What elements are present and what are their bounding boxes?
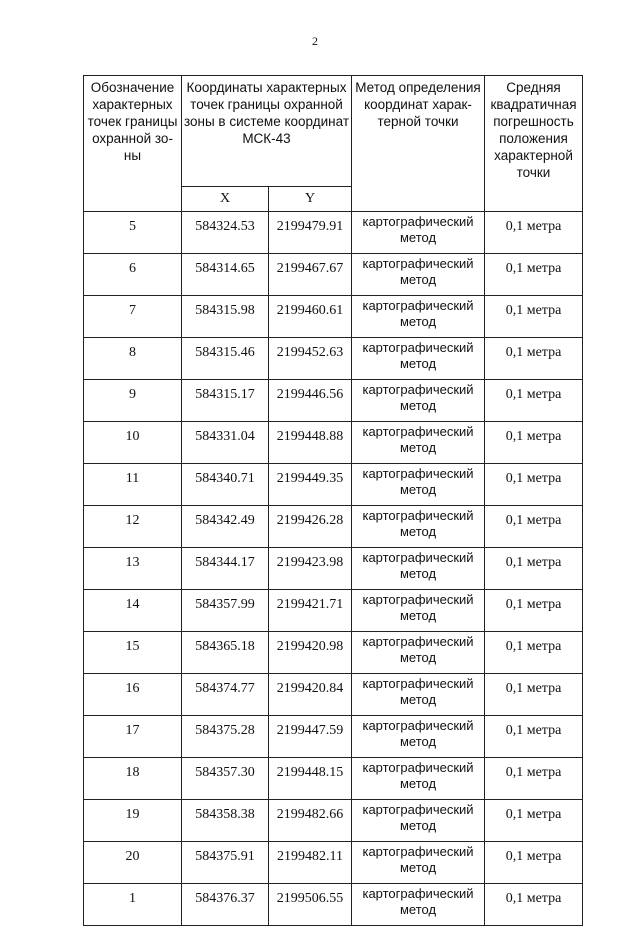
error-cell: 0,1 метра	[485, 842, 583, 884]
point-cell: 7	[84, 296, 182, 338]
x-coordinate-cell: 584374.77	[182, 674, 269, 716]
y-coordinate-cell: 2199467.67	[269, 254, 352, 296]
method-cell: картографический метод	[352, 464, 485, 506]
table-row	[84, 632, 583, 674]
point-cell: 10	[84, 422, 182, 464]
y-coordinate-cell: 2199448.15	[269, 758, 352, 800]
method-cell: картографический метод	[352, 716, 485, 758]
method-cell: картографический метод	[352, 506, 485, 548]
method-cell: картографический метод	[352, 758, 485, 800]
header-method: Метод определения координат харак-терной точки	[352, 76, 485, 212]
y-coordinate-cell: 2199447.59	[269, 716, 352, 758]
y-coordinate-cell: 2199421.71	[269, 590, 352, 632]
point-cell: 20	[84, 842, 182, 884]
error-cell: 0,1 метра	[485, 632, 583, 674]
x-coordinate-cell: 584358.38	[182, 800, 269, 842]
point-cell: 19	[84, 800, 182, 842]
x-coordinate-cell: 584375.91	[182, 842, 269, 884]
point-cell: 15	[84, 632, 182, 674]
table-row	[84, 548, 583, 590]
point-cell: 16	[84, 674, 182, 716]
table-row	[84, 422, 583, 464]
point-cell: 12	[84, 506, 182, 548]
header-y: Y	[269, 187, 352, 212]
header-coordinates: Координаты характерных точек границы охранной зоны в системе координат МСК-43	[182, 76, 352, 187]
point-cell: 5	[84, 212, 182, 254]
table-body	[84, 212, 583, 926]
x-coordinate-cell: 584365.18	[182, 632, 269, 674]
y-coordinate-cell: 2199449.35	[269, 464, 352, 506]
error-cell: 0,1 метра	[485, 254, 583, 296]
y-coordinate-cell: 2199452.63	[269, 338, 352, 380]
x-coordinate-cell: 584357.30	[182, 758, 269, 800]
y-coordinate-cell: 2199423.98	[269, 548, 352, 590]
method-cell: картографический метод	[352, 842, 485, 884]
y-coordinate-cell: 2199426.28	[269, 506, 352, 548]
table-row	[84, 590, 583, 632]
point-cell: 13	[84, 548, 182, 590]
point-cell: 18	[84, 758, 182, 800]
y-coordinate-cell: 2199460.61	[269, 296, 352, 338]
x-coordinate-cell: 584315.98	[182, 296, 269, 338]
error-cell: 0,1 метра	[485, 296, 583, 338]
method-cell: картографический метод	[352, 674, 485, 716]
error-cell: 0,1 метра	[485, 548, 583, 590]
table-row	[84, 800, 583, 842]
point-cell: 14	[84, 590, 182, 632]
error-cell: 0,1 метра	[485, 422, 583, 464]
table-row	[84, 254, 583, 296]
error-cell: 0,1 метра	[485, 800, 583, 842]
table-row	[84, 296, 583, 338]
table-row	[84, 380, 583, 422]
header-x: X	[182, 187, 269, 212]
x-coordinate-cell: 584324.53	[182, 212, 269, 254]
error-cell: 0,1 метра	[485, 884, 583, 926]
method-cell: картографический метод	[352, 296, 485, 338]
table-row	[84, 758, 583, 800]
method-cell: картографический метод	[352, 212, 485, 254]
table-row	[84, 842, 583, 884]
error-cell: 0,1 метра	[485, 506, 583, 548]
error-cell: 0,1 метра	[485, 590, 583, 632]
method-cell: картографический метод	[352, 422, 485, 464]
x-coordinate-cell: 584344.17	[182, 548, 269, 590]
table-row	[84, 212, 583, 254]
error-cell: 0,1 метра	[485, 380, 583, 422]
method-cell: картографический метод	[352, 884, 485, 926]
x-coordinate-cell: 584376.37	[182, 884, 269, 926]
table-row	[84, 464, 583, 506]
page-number: 2	[312, 34, 318, 48]
table-row	[84, 506, 583, 548]
method-cell: картографический метод	[352, 380, 485, 422]
y-coordinate-cell: 2199420.98	[269, 632, 352, 674]
method-cell: картографический метод	[352, 338, 485, 380]
point-cell: 8	[84, 338, 182, 380]
table-row	[84, 716, 583, 758]
point-cell: 6	[84, 254, 182, 296]
y-coordinate-cell: 2199482.66	[269, 800, 352, 842]
point-cell: 9	[84, 380, 182, 422]
method-cell: картографический метод	[352, 632, 485, 674]
x-coordinate-cell: 584314.65	[182, 254, 269, 296]
method-cell: картографический метод	[352, 254, 485, 296]
x-coordinate-cell: 584342.49	[182, 506, 269, 548]
x-coordinate-cell: 584375.28	[182, 716, 269, 758]
error-cell: 0,1 метра	[485, 716, 583, 758]
error-cell: 0,1 метра	[485, 212, 583, 254]
x-coordinate-cell: 584357.99	[182, 590, 269, 632]
table-row	[84, 338, 583, 380]
y-coordinate-cell: 2199448.88	[269, 422, 352, 464]
y-coordinate-cell: 2199506.55	[269, 884, 352, 926]
x-coordinate-cell: 584315.17	[182, 380, 269, 422]
y-coordinate-cell: 2199420.84	[269, 674, 352, 716]
method-cell: картографический метод	[352, 800, 485, 842]
point-cell: 17	[84, 716, 182, 758]
y-coordinate-cell: 2199482.11	[269, 842, 352, 884]
x-coordinate-cell: 584340.71	[182, 464, 269, 506]
coordinates-table	[83, 75, 583, 926]
x-coordinate-cell: 584331.04	[182, 422, 269, 464]
point-cell: 1	[84, 884, 182, 926]
y-coordinate-cell: 2199446.56	[269, 380, 352, 422]
y-coordinate-cell: 2199479.91	[269, 212, 352, 254]
table-row	[84, 674, 583, 716]
error-cell: 0,1 метра	[485, 758, 583, 800]
error-cell: 0,1 метра	[485, 464, 583, 506]
error-cell: 0,1 метра	[485, 674, 583, 716]
error-cell: 0,1 метра	[485, 338, 583, 380]
method-cell: картографический метод	[352, 548, 485, 590]
x-coordinate-cell: 584315.46	[182, 338, 269, 380]
method-cell: картографический метод	[352, 590, 485, 632]
point-cell: 11	[84, 464, 182, 506]
header-point-designation: Обозначение характерных точек границы охранной зо-ны	[84, 76, 182, 212]
header-error: Средняя квадратичная погрешность положения характерной точки	[485, 76, 583, 212]
